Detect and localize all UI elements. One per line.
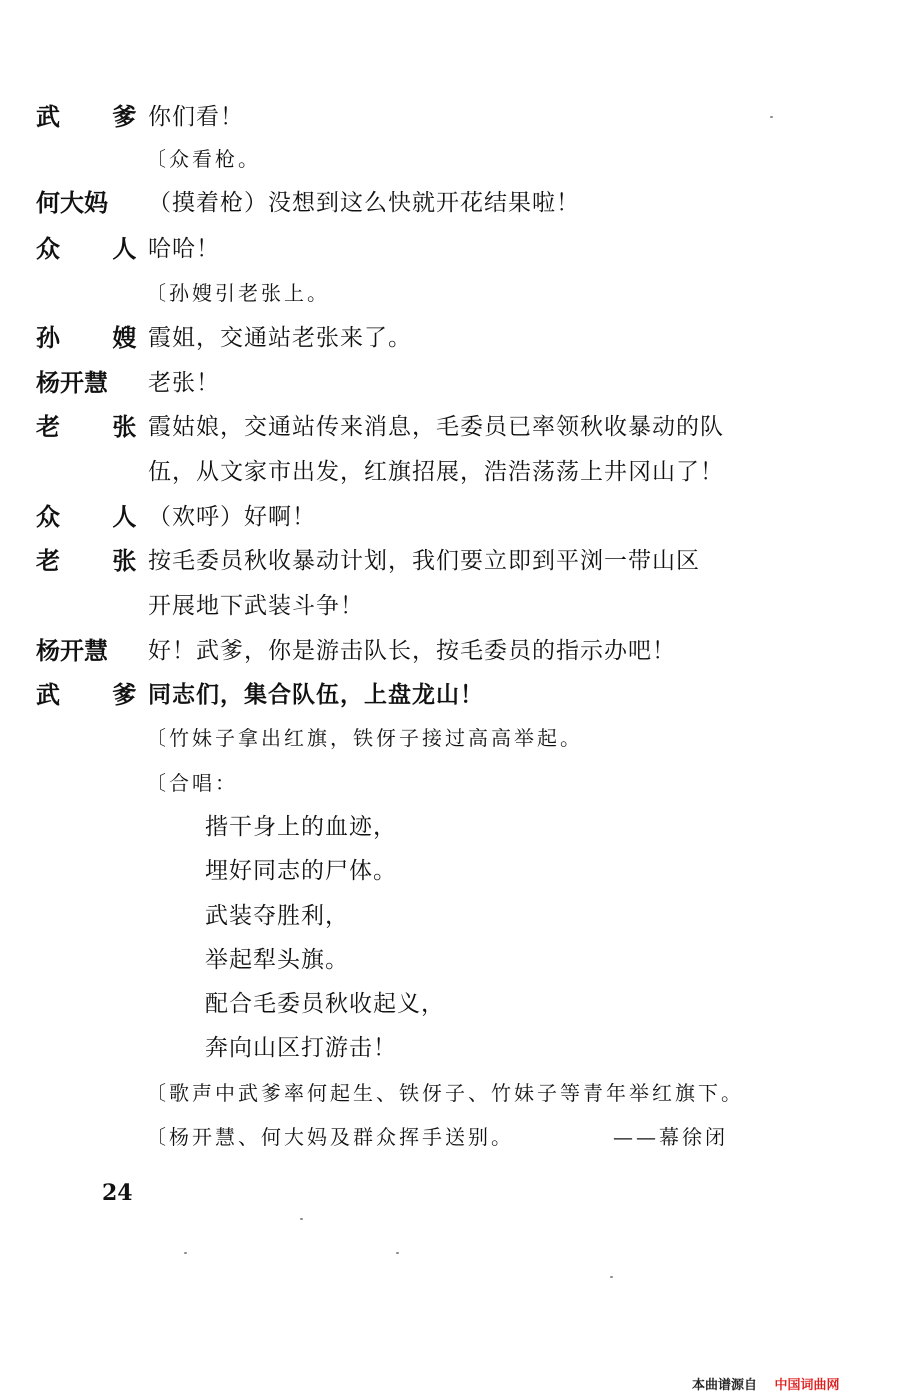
speaker-name: 众 人 <box>36 503 159 531</box>
song-line <box>0 899 900 937</box>
song-line-text: 揩干身上的血迹， <box>205 814 397 840</box>
song-line <box>0 810 900 848</box>
speaker-name: 武 爹 <box>36 103 159 131</box>
stage-direction-text: 〔竹妹子拿出红旗，铁伢子接过高高举起。 <box>146 726 583 750</box>
dialogue-line <box>0 544 900 582</box>
stage-direction <box>0 722 900 760</box>
scan-speck <box>300 1218 303 1220</box>
speech-text: 按毛委员秋收暴动计划，我们要立即到平浏一带山区 <box>148 548 700 574</box>
page-number: 24 <box>102 1180 133 1206</box>
scan-speck <box>396 1252 399 1254</box>
stage-direction <box>0 1077 900 1115</box>
song-line <box>0 987 900 1025</box>
song-line <box>0 943 900 981</box>
speaker-name: 老 张 <box>36 547 159 575</box>
speaker-name: 杨开慧 <box>36 637 108 665</box>
stage-direction <box>0 1121 900 1159</box>
speech-text: 同志们，集合队伍，上盘龙山！ <box>148 681 484 708</box>
speech-text: （摸着枪）没想到这么快就开花结果啦！ <box>148 190 580 216</box>
song-line <box>0 854 900 892</box>
watermark-site-text: 中国词曲网 <box>774 1378 840 1393</box>
song-line-text: 奔向山区打游击！ <box>205 1035 397 1061</box>
stage-direction <box>0 277 900 315</box>
speech-text: （欢呼）好啊！ <box>148 504 316 530</box>
speaker-name: 孙 嫂 <box>36 324 159 352</box>
stage-direction-text: 〔歌声中武爹率何起生、铁伢子、竹妹子等青年举红旗下。 <box>146 1081 744 1105</box>
watermark <box>692 1377 840 1395</box>
scan-speck <box>184 1252 187 1254</box>
speech-text: 开展地下武装斗争！ <box>148 593 364 619</box>
dialogue-line <box>0 366 900 404</box>
song-line-text: 武装夺胜利， <box>205 903 349 929</box>
dialogue-line <box>0 186 900 224</box>
speech-text: 霞姐，交通站老张来了。 <box>148 325 412 351</box>
dialogue-line <box>0 410 900 448</box>
dialogue-line <box>0 100 900 138</box>
dialogue-continuation <box>0 589 900 627</box>
speech-text: 你们看！ <box>148 104 244 130</box>
speech-text: 伍，从文家市出发，红旗招展，浩浩荡荡上井冈山了！ <box>148 459 724 485</box>
speech-text: 哈哈！ <box>148 236 220 262</box>
dialogue-line <box>0 678 900 716</box>
song-line-text: 埋好同志的尸体。 <box>205 858 397 884</box>
stage-direction-text: 〔杨开慧、何大妈及群众挥手送别。 <box>146 1125 514 1149</box>
dialogue-line <box>0 500 900 538</box>
scan-speck <box>770 116 773 118</box>
speaker-name: 武 爹 <box>36 681 159 709</box>
speech-text: 好！武爹，你是游击队长，按毛委员的指示办吧！ <box>148 638 676 664</box>
speech-text: 霞姑娘，交通站传来消息，毛委员已率领秋收暴动的队 <box>148 414 724 440</box>
song-line-text: 举起犁头旗。 <box>205 947 349 973</box>
stage-direction <box>0 143 900 181</box>
song-line <box>0 1031 900 1069</box>
dialogue-continuation <box>0 455 900 493</box>
speaker-name: 老 张 <box>36 413 159 441</box>
stage-direction-text: 〔孙嫂引老张上。 <box>146 281 330 305</box>
speaker-name: 众 人 <box>36 235 159 263</box>
stage-direction-text: 〔合唱： <box>146 771 238 795</box>
speaker-name: 杨开慧 <box>36 369 108 397</box>
dialogue-line <box>0 321 900 359</box>
watermark-source-text: 本曲谱源自 <box>692 1378 758 1393</box>
speech-text: 老张！ <box>148 370 220 396</box>
stage-direction-text: 〔众看枪。 <box>146 147 261 171</box>
stage-direction <box>0 767 900 805</box>
curtain-closes-text: ——幕徐闭 <box>613 1125 728 1149</box>
dialogue-line <box>0 232 900 270</box>
speaker-name: 何大妈 <box>36 189 108 217</box>
scan-speck <box>610 1276 613 1278</box>
dialogue-line <box>0 634 900 672</box>
song-line-text: 配合毛委员秋收起义， <box>205 991 445 1017</box>
